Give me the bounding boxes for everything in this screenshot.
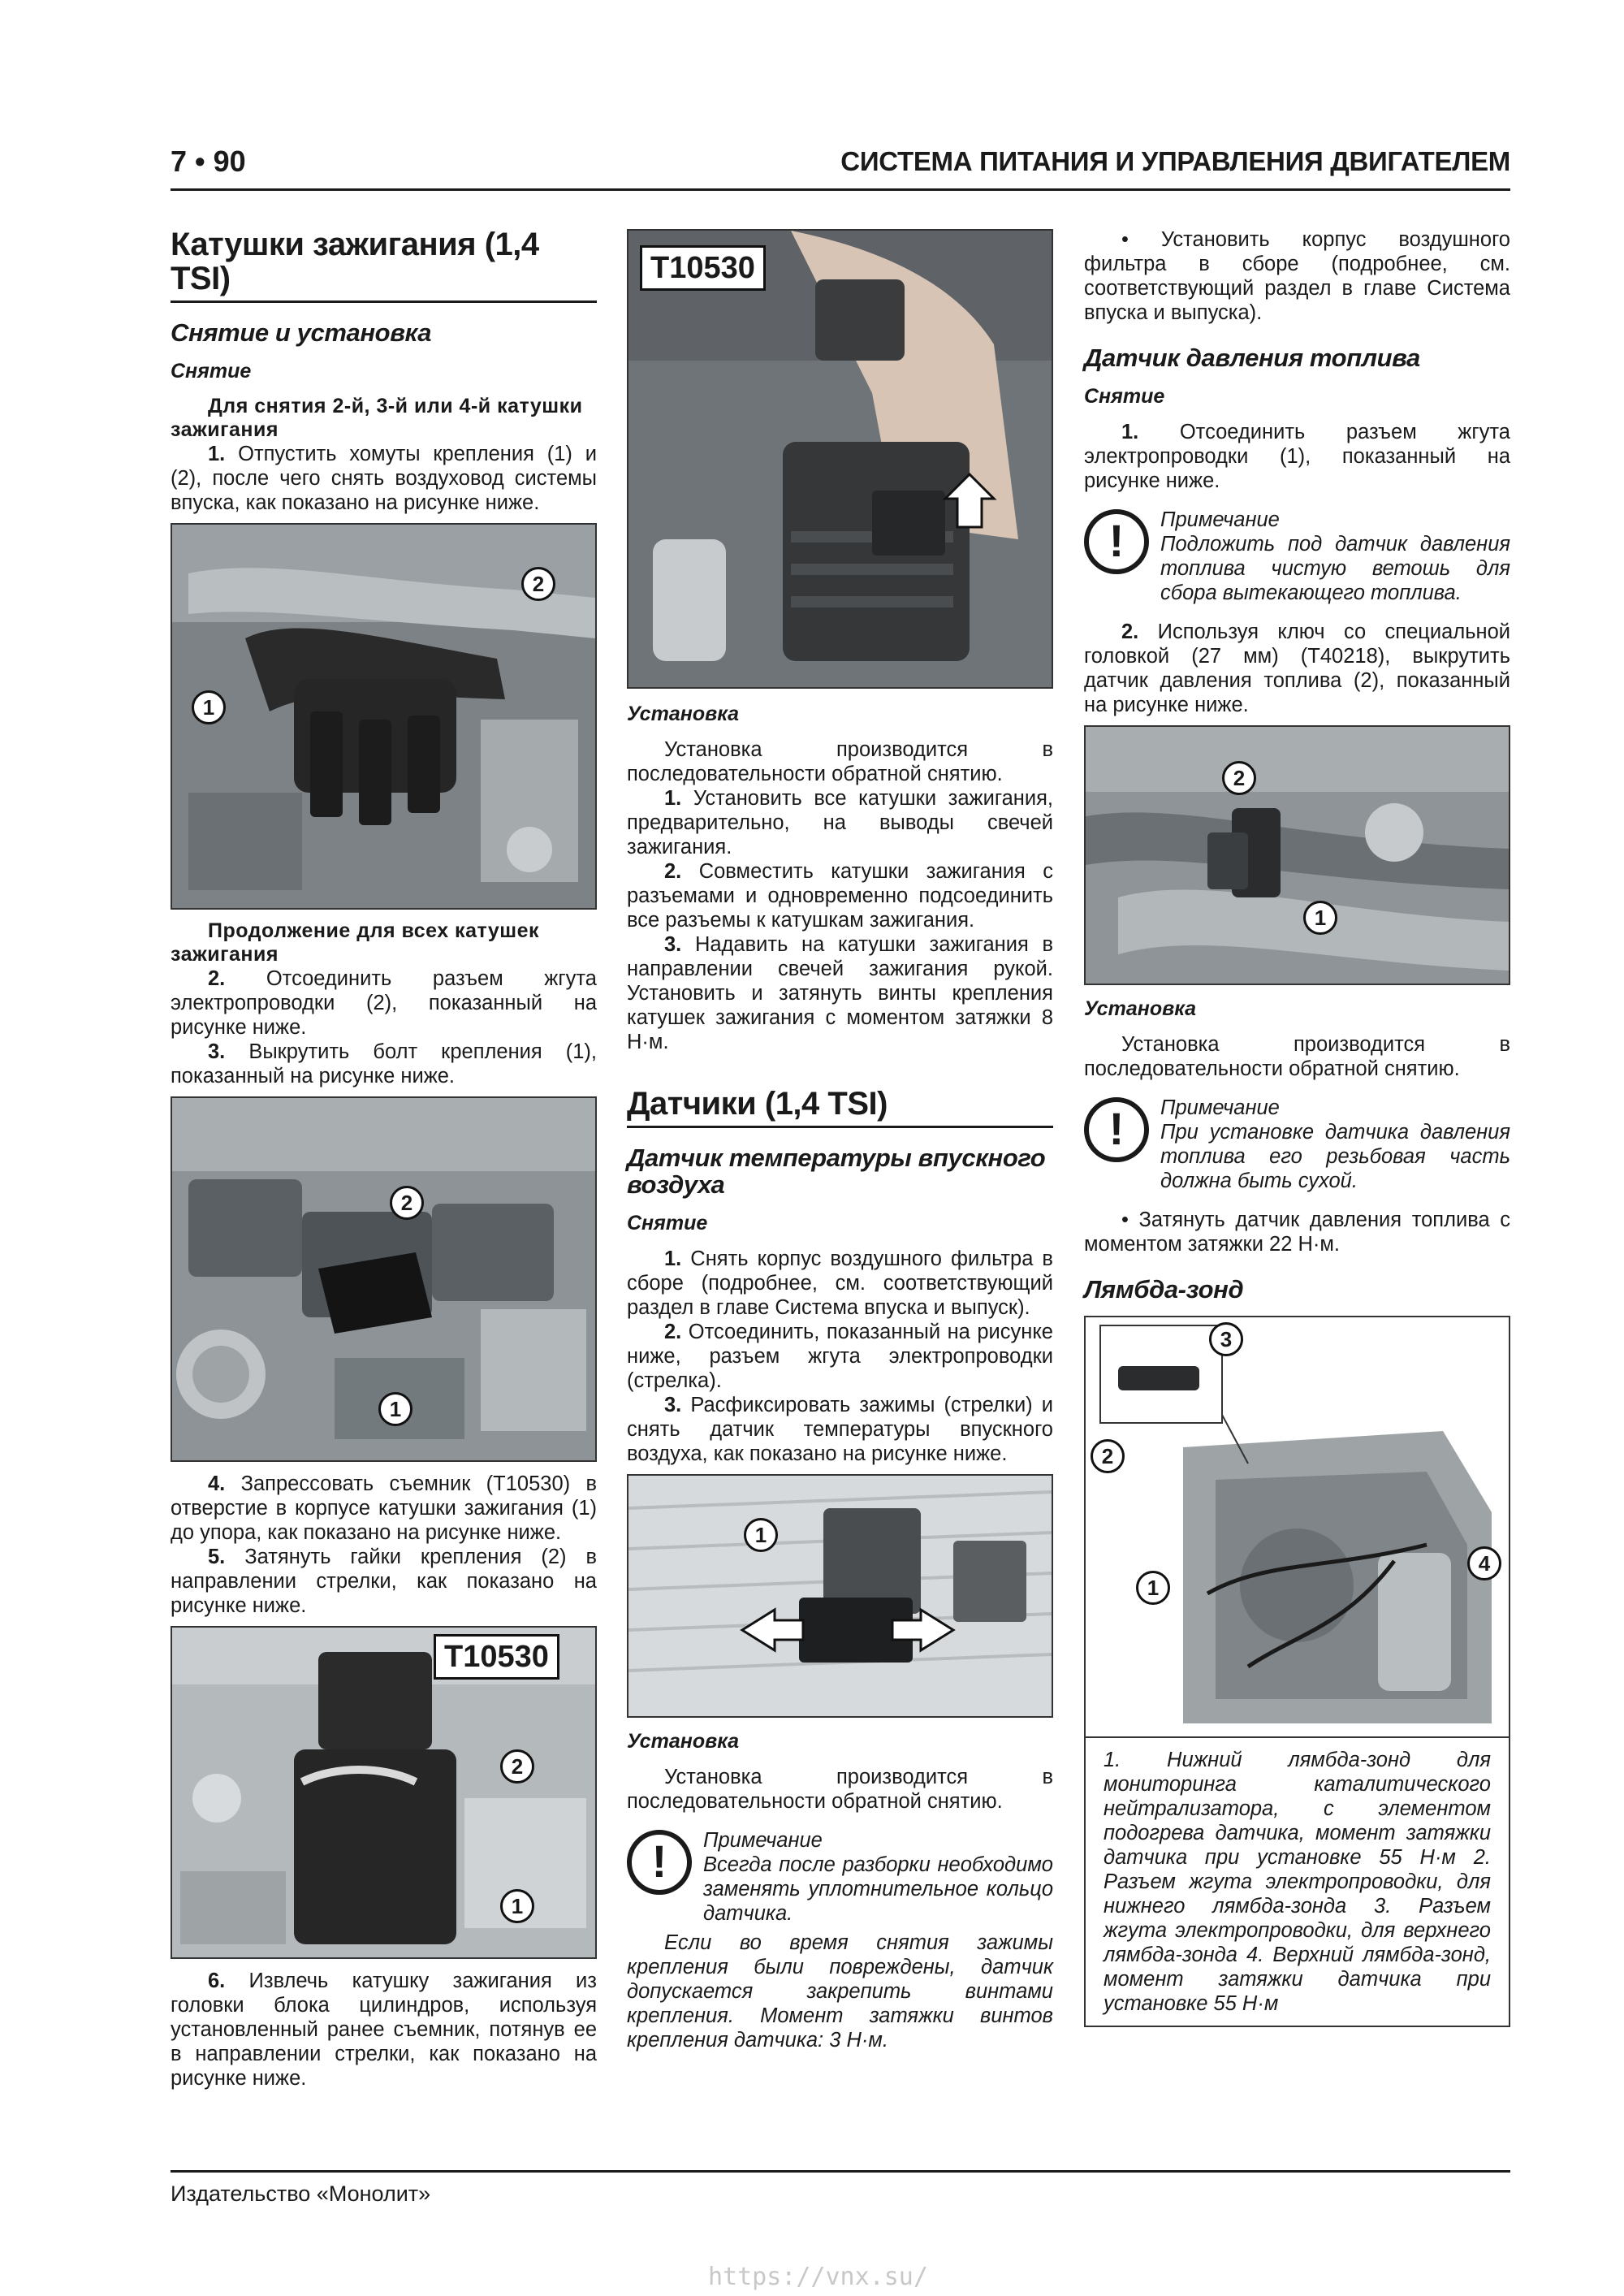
step-number: 1. bbox=[208, 443, 226, 465]
column-1 bbox=[171, 227, 597, 2091]
callout-1: 1 bbox=[1303, 901, 1337, 935]
note-text: Подложить под датчик давления топлива чистую ветошь для сбора вытекающего топлива. bbox=[1160, 533, 1510, 604]
label-installation: Установка bbox=[627, 703, 740, 725]
label-removal: Снятие bbox=[1084, 385, 1165, 408]
page-header bbox=[171, 145, 1510, 193]
label-removal: Снятие bbox=[627, 1212, 708, 1234]
callout-4: 4 bbox=[1467, 1546, 1501, 1580]
tool-label-t10530: T10530 bbox=[640, 245, 766, 291]
step-number: 2. bbox=[1121, 620, 1139, 643]
step-text: Используя ключ со специальной головкой (27 мм) (T40218), выкрутить датчик давления топлива (2), показанный на рисунке ниже. bbox=[1084, 620, 1510, 716]
exclamation-circle-icon: ! bbox=[1084, 1097, 1149, 1162]
figure-air-duct bbox=[171, 523, 597, 910]
running-title: СИСТЕМА ПИТАНИЯ И УПРАВЛЕНИЯ ДВИГАТЕЛЕМ bbox=[840, 146, 1510, 176]
label-installation: Установка bbox=[627, 1730, 740, 1753]
step-number: 1. bbox=[664, 787, 682, 810]
callout-2: 2 bbox=[1222, 761, 1256, 795]
note-extra: Если во время снятия зажимы крепления были повреждены, датчик допускается закрепить винтами крепления. Момент затяжки винтов крепления датчика: 3 Н·м. bbox=[627, 1931, 1053, 2052]
step-3 bbox=[171, 1040, 597, 1088]
install-intro: Установка производится в последовательности обратной снятию. bbox=[1084, 1033, 1510, 1080]
step-number: 2. bbox=[664, 860, 682, 883]
step-text: Затянуть гайки крепления (2) в направлении стрелки, как показано на рисунке ниже. bbox=[171, 1546, 597, 1617]
install-step-1 bbox=[627, 786, 1053, 859]
step-text: Установить все катушки зажигания, предварительно, на выводы свечей зажигания. bbox=[627, 787, 1054, 858]
callout-1: 1 bbox=[192, 690, 226, 724]
step-text: Отсоединить разъем жгута электропроводки (2), показанный на рисунке ниже. bbox=[171, 967, 597, 1039]
install-step-2 bbox=[627, 859, 1053, 932]
section-title-ignition-coils: Катушки зажигания (1,4 TSI) bbox=[171, 227, 597, 303]
step-number: 1. bbox=[1121, 421, 1139, 443]
publisher: Издательство «Монолит» bbox=[171, 2181, 431, 2206]
step-text: Надавить на катушки зажигания в направлении свечей зажигания рукой. Установить и затянуть винты крепления катушек зажигания с моментом затяжки 8 Н·м. bbox=[627, 933, 1053, 1053]
tool-label-t10530: T10530 bbox=[434, 1634, 559, 1680]
intro-bold: Для снятия 2-й, 3-й или 4-й катушки зажигания bbox=[171, 395, 583, 441]
callout-3: 3 bbox=[1209, 1322, 1243, 1356]
figure-puller-installed bbox=[171, 1626, 597, 1959]
figure-intake-air-sensor bbox=[627, 1474, 1053, 1718]
step-text: Извлечь катушку зажигания из головки блока цилиндров, используя установленный ранее съемник, потянув ее в направлении стрелки, как показано на рисунке ниже. bbox=[171, 1970, 597, 2090]
step-number: 3. bbox=[664, 933, 682, 956]
figure-coil-connector bbox=[171, 1096, 597, 1462]
removal-step-1 bbox=[627, 1247, 1053, 1320]
subsection-intake-air-temp-sensor: Датчик температуры впускного воздуха bbox=[627, 1144, 1046, 1199]
note-seal-ring bbox=[627, 1828, 1053, 1926]
note-rag bbox=[1084, 508, 1510, 605]
watermark-url[interactable]: https://vnx.su/ bbox=[708, 2263, 928, 2291]
step-text: Отсоединить, показанный на рисунке ниже, разъем жгута электропроводки (стрелка). bbox=[627, 1321, 1053, 1392]
step-number: 1. bbox=[664, 1247, 682, 1270]
step-text: Снять корпус воздушного фильтра в сборе (подробнее, см. соответствующий раздел в главе Система впуска и выпуск). bbox=[627, 1247, 1053, 1319]
removal-step-2 bbox=[627, 1320, 1053, 1393]
step-text: Отсоединить разъем жгута электропроводки (1), показанный на рисунке ниже. bbox=[1084, 421, 1510, 492]
step-number: 6. bbox=[208, 1970, 226, 1992]
note-title: Примечание bbox=[703, 1829, 823, 1852]
callout-2: 2 bbox=[390, 1186, 424, 1220]
figure-fuel-pressure-sensor bbox=[1084, 725, 1510, 985]
removal-step-3 bbox=[627, 1393, 1053, 1466]
label-removal: Снятие bbox=[171, 360, 252, 383]
column-3 bbox=[1084, 227, 1510, 2027]
note-title: Примечание bbox=[1160, 1096, 1280, 1119]
figure-caption-lambda: 1. Нижний лямбда-зонд для мониторинга каталитического нейтрализатора, с элементом подогрева датчика, момент затяжки датчика при установке 55 Н·м 2. Разъем жгута электропроводки, для нижнего лямбда-зонда 3. Разъем жгута электропроводки, для верхнего лямбда-зонда 4. Верхний лямбда-зонд, момент затяжки датчика при установке 55 Н·м bbox=[1084, 1738, 1510, 2027]
callout-2: 2 bbox=[500, 1749, 534, 1784]
step-4 bbox=[171, 1472, 597, 1545]
step-5 bbox=[171, 1545, 597, 1618]
step-text: Совместить катушки зажигания с разъемами и одновременно подсоединить все разъемы к катушкам зажигания. bbox=[627, 860, 1053, 932]
step-number: 2. bbox=[208, 967, 226, 990]
page-number: 7 • 90 bbox=[171, 145, 246, 178]
callout-1: 1 bbox=[500, 1889, 534, 1923]
note-title: Примечание bbox=[1160, 508, 1280, 531]
step-number: 4. bbox=[208, 1472, 226, 1495]
callout-1: 1 bbox=[1136, 1571, 1170, 1605]
bullet-install-air-filter: • Установить корпус воздушного фильтра в сборе (подробнее, см. соответствующий раздел в главе Система впуска и выпуска). bbox=[1084, 228, 1510, 324]
subsection-removal-installation: Снятие и установка bbox=[171, 318, 432, 347]
step-number: 5. bbox=[208, 1546, 226, 1568]
step-text: Выкрутить болт крепления (1), показанный на рисунке ниже. bbox=[171, 1040, 597, 1087]
engine-drawing-lambda bbox=[1086, 1317, 1509, 1736]
header-rule bbox=[171, 188, 1510, 191]
engine-photo-fuel-sensor bbox=[1086, 727, 1509, 984]
step-number: 3. bbox=[208, 1040, 226, 1063]
callout-2: 2 bbox=[1091, 1439, 1125, 1473]
continue-bold: Продолжение для всех катушек зажигания bbox=[171, 919, 539, 966]
install-intro: Установка производится в последовательности обратной снятию. bbox=[627, 738, 1053, 785]
step-2 bbox=[171, 966, 597, 1040]
install-intro-2: Установка производится в последовательности обратной снятию. bbox=[627, 1766, 1053, 1813]
removal-step-1 bbox=[1084, 420, 1510, 493]
callout-1: 1 bbox=[744, 1518, 778, 1552]
column-2 bbox=[627, 229, 1053, 2052]
exclamation-circle-icon: ! bbox=[1084, 509, 1149, 574]
subsection-fuel-pressure-sensor: Датчик давления топлива bbox=[1084, 344, 1420, 372]
section-title-sensors: Датчики (1,4 TSI) bbox=[627, 1087, 1053, 1128]
engine-drawing-intake-sensor bbox=[628, 1476, 1052, 1716]
figure-lambda-probes bbox=[1084, 1316, 1510, 1738]
footer-rule bbox=[171, 2170, 1510, 2173]
note-text: Всегда после разборки необходимо заменять уплотнительное кольцо датчика. bbox=[703, 1853, 1053, 1925]
subsection-lambda-probe: Лямбда-зонд bbox=[1084, 1275, 1244, 1304]
step-1 bbox=[171, 442, 597, 515]
install-step-3 bbox=[627, 932, 1053, 1054]
engine-photo-coil-removal bbox=[628, 231, 1052, 687]
step-number: 2. bbox=[664, 1321, 682, 1343]
step-text: Отпустить хомуты крепления (1) и (2), после чего снять воздуховод системы впуска, как показано на рисунке ниже. bbox=[171, 443, 597, 514]
bullet-tighten-sensor: • Затянуть датчик давления топлива с моментом затяжки 22 Н·м. bbox=[1084, 1209, 1510, 1256]
step-number: 3. bbox=[664, 1394, 682, 1416]
exclamation-circle-icon: ! bbox=[627, 1830, 692, 1895]
step-text: Расфиксировать зажимы (стрелки) и снять датчик температуры впускного воздуха, как показано на рисунке ниже. bbox=[627, 1394, 1053, 1465]
callout-2: 2 bbox=[521, 567, 555, 601]
figure-coil-removal bbox=[627, 229, 1053, 689]
label-installation: Установка bbox=[1084, 997, 1197, 1020]
note-dry-thread bbox=[1084, 1096, 1510, 1193]
step-text: Запрессовать съемник (T10530) в отверстие в корпусе катушки зажигания (1) до упора, как показано на рисунке ниже. bbox=[171, 1472, 597, 1544]
removal-step-2 bbox=[1084, 620, 1510, 717]
callout-1: 1 bbox=[378, 1392, 412, 1426]
note-text: При установке датчика давления топлива его резьбовая часть должна быть сухой. bbox=[1160, 1121, 1510, 1192]
step-6 bbox=[171, 1969, 597, 2091]
